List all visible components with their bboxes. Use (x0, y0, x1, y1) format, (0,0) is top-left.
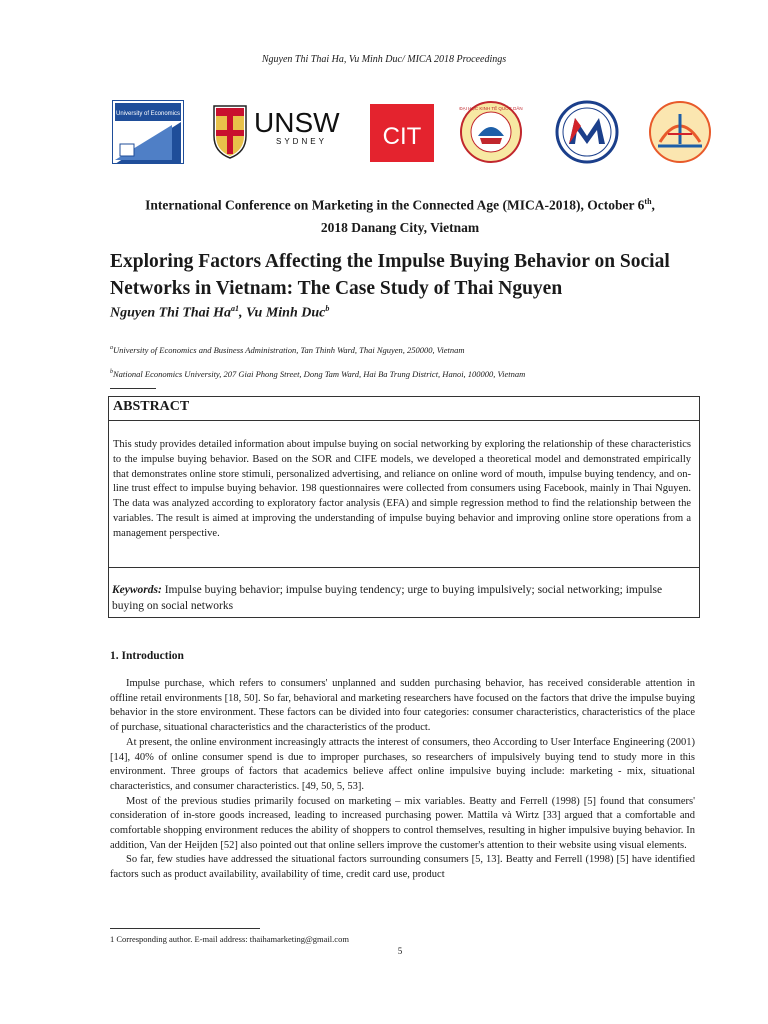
affiliation-a-sup: a (110, 345, 113, 352)
paper-title: Exploring Factors Affecting the Impulse Buying Behavior on Social Networks in Vietnam: The Case Study of Thai Nguyen (110, 251, 670, 299)
footnote: 1 Corresponding author. E-mail address: thaihamarketing@gmail.com (110, 934, 349, 944)
unsw-logo-sub: SYDNEY (276, 137, 327, 146)
running-head: Nguyen Thi Thai Ha, Vu Minh Duc/ MICA 2018 Proceedings (261, 54, 507, 65)
danang-logo (648, 100, 712, 164)
affiliation-b-text: National Economics University, 207 Giai Phong Street, Dong Tam Ward, Hai Ba Trung District, Hanoi, 100000, Vietnam (113, 369, 526, 379)
footnote-divider (110, 928, 260, 929)
conference-line (100, 191, 700, 239)
cit-logo-text: CIT (382, 123, 422, 150)
abstract-heading: ABSTRACT (113, 399, 190, 414)
affiliation-b (110, 369, 525, 379)
abstract-divider-top (109, 420, 699, 421)
affiliation-divider (110, 388, 156, 389)
keywords (112, 582, 694, 614)
intro-paragraph: So far, few studies have addressed the situational factors surrounding consumers [5, 13]. Beatty and Ferrell (1998) [5] have identified factors such as product availability, availability of time, credit card use, product (110, 854, 695, 881)
author-2: Vu Minh Duc (245, 305, 326, 321)
university-m-logo (553, 100, 621, 164)
page-number: 5 (397, 946, 403, 956)
section-heading-introduction: 1. Introduction (110, 650, 184, 662)
unsw-logo (210, 100, 350, 164)
abstract-divider-bottom (109, 567, 699, 568)
ueba-logo-text: University of Economics (115, 111, 181, 117)
intro-paragraph: At present, the online environment increasingly attracts the interest of consumers, theo According to User Interface Engineering (2001) [14], 40% of online consumer spend is due to improper purchases, so researchers of impulsively buying tend to study more in this environment. Three groups of factors that academics believe affect online impulsive buying include: marketing - mix, situational characteristics, and consumer characteristics. [49, 50, 5, 53]. (110, 736, 695, 792)
author-1-sup: a1 (230, 304, 239, 313)
author-sep: , (238, 305, 246, 321)
conference-sup: th (644, 197, 652, 206)
conference-line2: 2018 Danang City, Vietnam (320, 219, 480, 235)
keywords-text: Impulse buying behavior; impulse buying tendency; urge to buying impulsively; social networking; impulse buying on social networks (112, 584, 663, 612)
conference-line1: International Conference on Marketing in the Connected Age (MICA-2018), October 6 (145, 197, 645, 213)
author-2-sup: b (325, 304, 330, 313)
keywords-label: Keywords: (112, 584, 162, 596)
affiliation-b-sup: b (110, 369, 113, 376)
conference-comma: , (651, 197, 655, 213)
intro-paragraph: Impulse purchase, which refers to consumers' unplanned and sudden purchasing behavior, has received considerable attention in offline retail environments [18, 50]. So far, behavioral and marketing researchers have focused on the factors that drive the impulse buying behavior in the store environment. These factors can be divided into four categories: consumer characteristics, characteristics of the place of purchase, situational characteristics and the characteristics of the product. (110, 678, 695, 734)
neu-logo (456, 100, 526, 164)
intro-paragraph: Most of the previous studies primarily focused on marketing – mix variables. Beatty and Ferrell (1998) [5] found that consumers' consideration of in-store goods increased, leading to increased purchasing power. Mattila và Wirtz [33] argued that a comfortable and comfortable shopping environment reduces the ability of shoppers to control themselves, resulting in higher impulsive buying behavior. In addition, Van der Heijden [52] also pointed out that online sellers improve the customer's attention to their website using visual elements. (110, 795, 695, 851)
authors (110, 304, 329, 322)
ueba-logo (112, 100, 184, 164)
cit-logo (370, 100, 434, 164)
author-1: Nguyen Thi Thai Ha (110, 305, 231, 321)
unsw-logo-name: UNSW (254, 107, 340, 138)
introduction-body (110, 677, 695, 883)
abstract-text: This study provides detailed information about impulse buying on social networking by exploring the relationship of these characteristics to the impulse buying behavior. Based on the SOR and CIFE models, we developed a theoretical model and demonstrated empirically that demonstrates online store stimuli, personalized advertising, and reliance on online word of mouth, impulse buying tendency, and on-line trust effect to impulse buying behavior. 198 questionnaires were collected from consumers using Facebook, mainly in Thai Nguyen. The data was analyzed according to exploratory factor analysis (EFA) and simple regression method to find the relationship between the variables. The result is aimed at improving the understanding of impulse buying behavior and improving online store operations from a management perspective. (113, 439, 691, 539)
affiliation-a (110, 345, 465, 355)
neu-logo-text: ĐẠI HỌC KINH TẾ QUỐC DÂN (459, 106, 523, 111)
affiliation-a-text: University of Economics and Business Administration, Tan Thinh Ward, Thai Nguyen, 250000, Vietnam (113, 345, 465, 355)
